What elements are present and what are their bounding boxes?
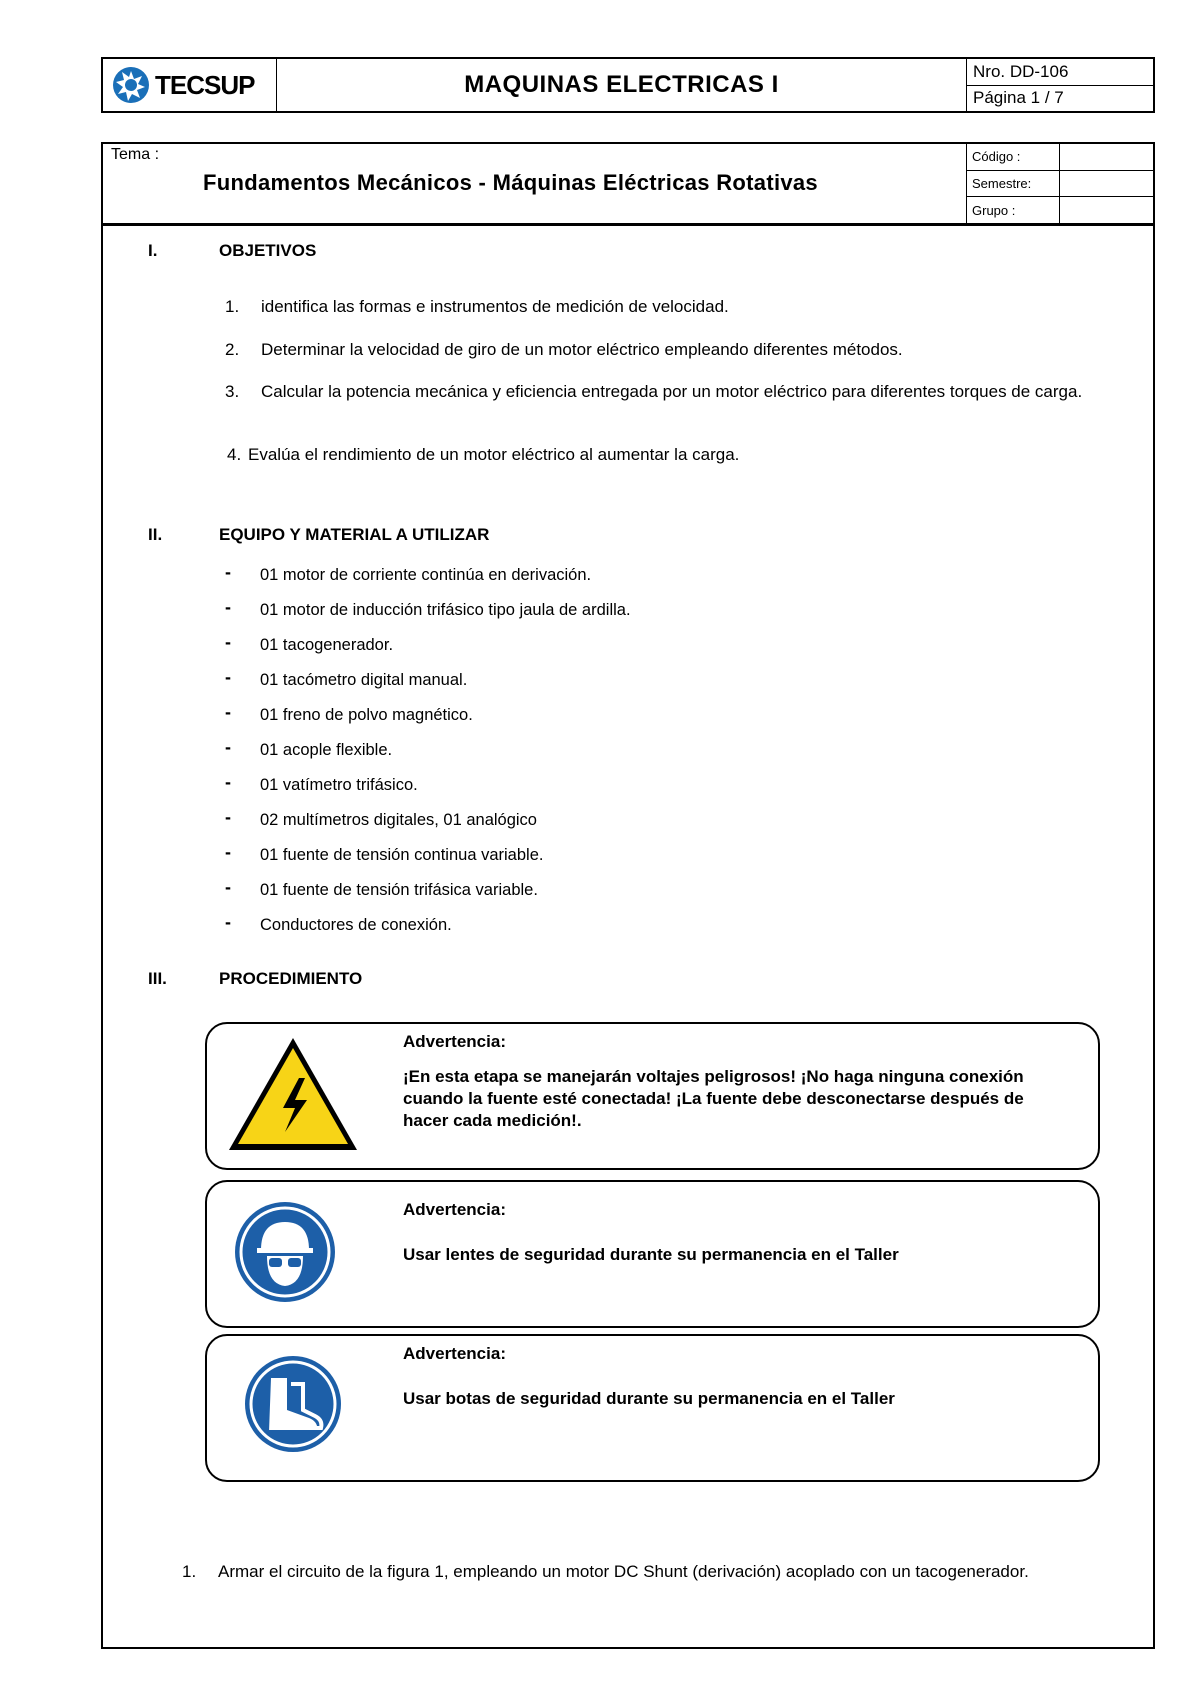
equipment-text: 01 acople flexible.: [260, 741, 393, 759]
field-row-group: [967, 197, 1153, 223]
warning-text: ¡En esta etapa se manejarán voltajes peligrosos! ¡No haga ninguna conexión cuando la fuente esté conectada! ¡La fuente debe desconectarse después de hacer cada medición!.: [403, 1067, 1024, 1130]
doc-number: Nro. DD-106: [967, 59, 1153, 86]
step-number: 1.: [182, 1562, 197, 1581]
objective-text: Calcular la potencia mecánica y eficiencia entregada por un motor eléctrico para diferentes torques de carga.: [261, 382, 1083, 401]
warning-heading: Advertencia:: [403, 1200, 506, 1219]
safety-boots-icon: [243, 1354, 343, 1454]
logo: [103, 59, 277, 111]
field-row-semester: [967, 171, 1153, 198]
bullet-dash: -: [225, 632, 231, 652]
warning-text: Usar lentes de seguridad durante su permanencia en el Taller: [403, 1245, 899, 1264]
warning-text: Usar botas de seguridad durante su permanencia en el Taller: [403, 1389, 895, 1408]
bullet-dash: -: [225, 667, 231, 687]
equipment-text: 01 fuente de tensión trifásica variable.: [260, 881, 538, 899]
topic-label: Tema :: [111, 146, 160, 163]
objective-text: identifica las formas e instrumentos de medición de velocidad.: [261, 297, 729, 316]
objective-number: 1.: [225, 297, 240, 316]
equipment-text: 01 fuente de tensión continua variable.: [260, 846, 544, 864]
equipment-text: 01 motor de corriente continúa en derivación.: [260, 566, 592, 584]
page-number: Página 1 / 7: [973, 88, 1064, 108]
field-label-code: Código :: [967, 144, 1060, 170]
field-value-semester: [1060, 171, 1153, 197]
field-value-group: [1060, 197, 1153, 223]
field-label-semester: Semestre:: [967, 171, 1060, 197]
section-title: EQUIPO Y MATERIAL A UTILIZAR: [219, 525, 490, 544]
warning-box-glasses: [205, 1180, 1100, 1328]
warning-box-voltage: [205, 1022, 1100, 1170]
field-label-group: Grupo :: [967, 197, 1060, 223]
warning-heading: Advertencia:: [403, 1344, 506, 1363]
bullet-dash: -: [225, 597, 231, 617]
document-header: [101, 57, 1155, 113]
equipment-text: Conductores de conexión.: [260, 916, 452, 934]
document-title: MAQUINAS ELECTRICAS I: [277, 59, 967, 111]
logo-text: TECSUP: [155, 69, 255, 100]
section-number: II.: [148, 525, 163, 544]
bullet-dash: -: [225, 702, 231, 722]
document-meta: [967, 59, 1153, 111]
step-text: Armar el circuito de la figura 1, empleando un motor DC Shunt (derivación) acoplado con un tacogenerador.: [218, 1562, 1029, 1581]
bullet-dash: -: [225, 807, 231, 827]
equipment-text: 02 multímetros digitales, 01 analógico: [260, 811, 537, 829]
topic-title: Fundamentos Mecánicos - Máquinas Eléctricas Rotativas: [203, 170, 818, 195]
bullet-dash: -: [225, 562, 231, 582]
section-title: PROCEDIMIENTO: [219, 969, 363, 988]
tecsup-logo-icon: [111, 65, 151, 105]
objective-number: 4.: [227, 445, 242, 464]
field-row-code: [967, 144, 1153, 171]
objective-text: Evalúa el rendimiento de un motor eléctrico al aumentar la carga.: [248, 445, 740, 464]
objective-number: 3.: [225, 382, 240, 401]
safety-glasses-icon: [233, 1200, 337, 1304]
objective-number: 2.: [225, 340, 240, 359]
bullet-dash: -: [225, 737, 231, 757]
bullet-dash: -: [225, 772, 231, 792]
topic-box: [101, 142, 1155, 226]
warning-heading: Advertencia:: [403, 1032, 506, 1051]
section-number: I.: [148, 241, 158, 260]
equipment-text: 01 tacómetro digital manual.: [260, 671, 468, 689]
bullet-dash: -: [225, 842, 231, 862]
section-number: III.: [148, 969, 167, 988]
topic-left: [103, 144, 967, 223]
bullet-dash: -: [225, 912, 231, 932]
field-value-code: [1060, 144, 1153, 170]
high-voltage-warning-icon: [225, 1034, 361, 1156]
equipment-text: 01 freno de polvo magnético.: [260, 706, 473, 724]
objective-text: Determinar la velocidad de giro de un motor eléctrico empleando diferentes métodos.: [261, 340, 903, 359]
topic-fields: [967, 144, 1153, 223]
bullet-dash: -: [225, 877, 231, 897]
equipment-text: 01 motor de inducción trifásico tipo jaula de ardilla.: [260, 601, 631, 619]
equipment-text: 01 tacogenerador.: [260, 636, 394, 654]
warning-box-boots: [205, 1334, 1100, 1482]
equipment-text: 01 vatímetro trifásico.: [260, 776, 418, 794]
section-title: OBJETIVOS: [219, 241, 317, 260]
